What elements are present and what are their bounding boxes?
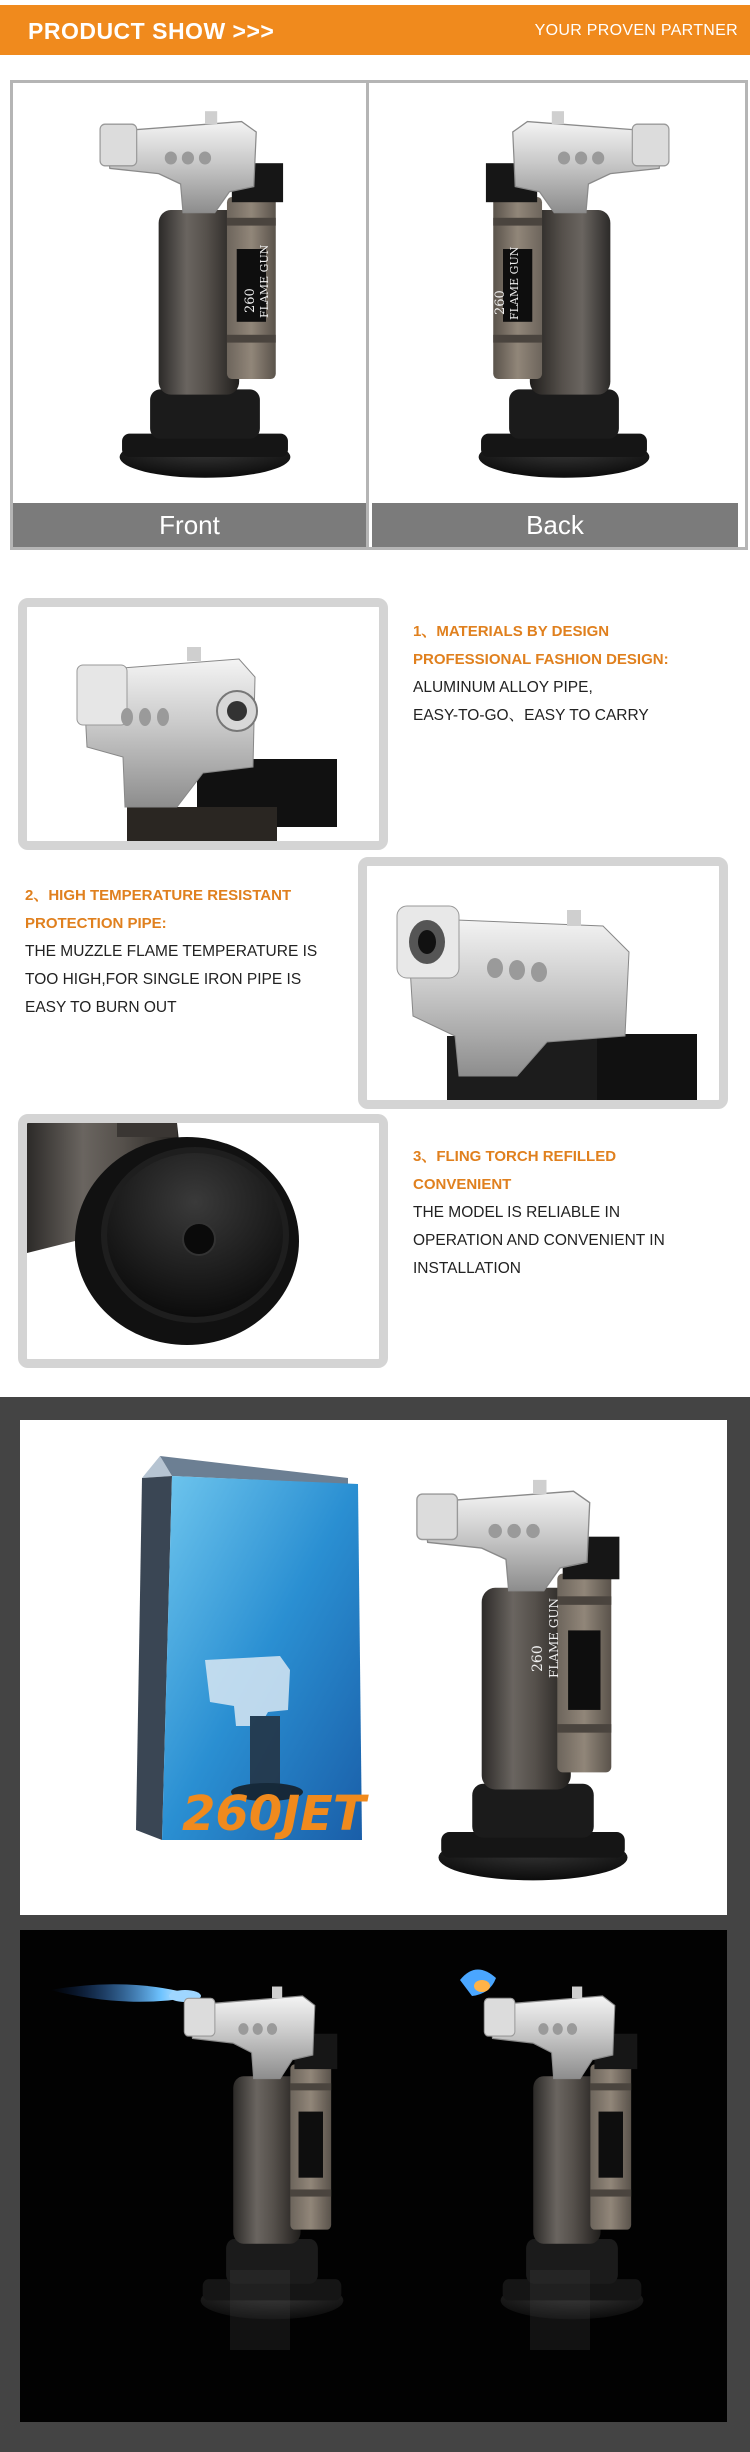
front-label: Front bbox=[13, 503, 366, 547]
feature-photo-2 bbox=[358, 857, 728, 1109]
feature-body-2b: TOO HIGH,FOR SINGLE IRON PIPE IS bbox=[25, 971, 302, 988]
section-title: PRODUCT SHOW >>> bbox=[28, 18, 275, 44]
back-torch-image bbox=[372, 83, 745, 503]
feature-body-3a: THE MODEL IS RELIABLE IN bbox=[413, 1204, 621, 1221]
feature-heading-2b: PROTECTION PIPE: bbox=[25, 915, 167, 932]
feature-photo-1 bbox=[18, 598, 388, 850]
feature-body-1a: ALUMINUM ALLOY PIPE, bbox=[413, 679, 593, 696]
package-photo bbox=[20, 1420, 727, 1915]
flame-photo bbox=[20, 1930, 727, 2422]
feature-body-2c: EASY TO BURN OUT bbox=[25, 999, 177, 1016]
feature-text-2 bbox=[25, 882, 345, 1022]
pkg-model-label: 260 bbox=[530, 1645, 546, 1672]
back-view bbox=[372, 83, 745, 547]
feature-body-3b: OPERATION AND CONVENIENT IN bbox=[413, 1232, 665, 1249]
torch-head-closeup bbox=[27, 607, 379, 841]
front-torch-image bbox=[13, 83, 369, 503]
pkg-brand-label: FLAME GUN bbox=[547, 1597, 561, 1678]
box-and-torch-image bbox=[20, 1420, 727, 1915]
feature-text-3 bbox=[413, 1143, 733, 1283]
torch-base-closeup bbox=[27, 1123, 379, 1359]
feature-heading-1a: 1、MATERIALS BY DESIGN bbox=[413, 623, 610, 640]
front-view bbox=[13, 83, 369, 547]
back-brand-label: FLAME GUN bbox=[508, 246, 521, 320]
front-brand-label: FLAME GUN bbox=[258, 244, 271, 318]
feature-heading-2a: 2、HIGH TEMPERATURE RESISTANT bbox=[25, 887, 292, 904]
feature-body-3c: INSTALLATION bbox=[413, 1260, 521, 1277]
feature-heading-3b: CONVENIENT bbox=[413, 1176, 512, 1193]
product-views bbox=[10, 80, 748, 550]
feature-photo-3 bbox=[18, 1114, 388, 1368]
feature-body-1b: EASY-TO-GO、EASY TO CARRY bbox=[413, 707, 649, 724]
back-label: Back bbox=[372, 503, 738, 547]
brand-tagline: YOUR PROVEN PARTNER bbox=[534, 22, 738, 39]
front-model-label: 260 bbox=[243, 288, 258, 313]
torches-lit-image bbox=[20, 1930, 727, 2422]
feature-text-1 bbox=[413, 618, 733, 730]
back-model-label: 260 bbox=[493, 290, 508, 315]
box-logo-text: 260JET bbox=[182, 1786, 366, 1842]
section-header bbox=[0, 5, 750, 55]
feature-heading-3a: 3、FLING TORCH REFILLED bbox=[413, 1148, 617, 1165]
feature-body-2a: THE MUZZLE FLAME TEMPERATURE IS bbox=[25, 943, 318, 960]
feature-heading-1b: PROFESSIONAL FASHION DESIGN: bbox=[413, 651, 669, 668]
torch-nozzle-closeup bbox=[367, 866, 719, 1100]
